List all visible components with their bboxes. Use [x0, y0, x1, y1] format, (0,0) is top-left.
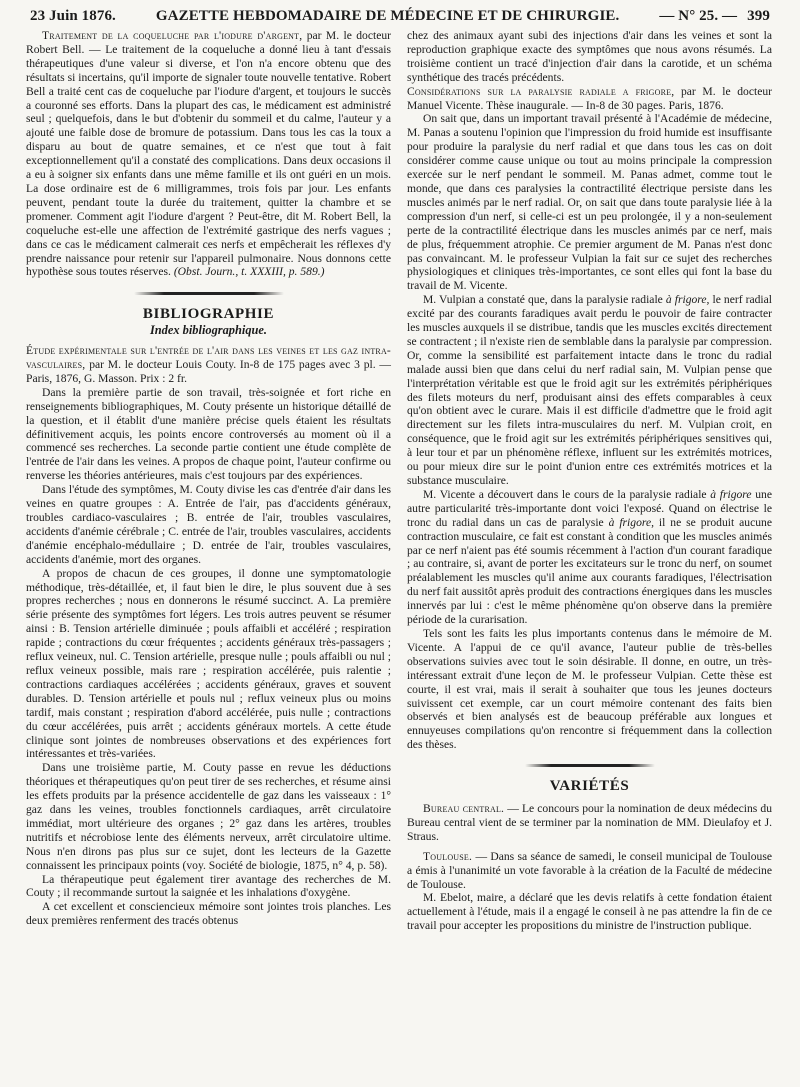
bureau-heading: Bureau central. — [423, 802, 505, 816]
vicente-p3-part-c: il ne se produit aucune contraction musculaire, ce fait est constant à condition que les muscles animés par ce nerf n'aient pas été soumis récemment à l'action d'un courant faradique ; au contraire, si, avant de porter les excitateurs sur le tronc du nerf, on soumet préalablement les muscles qu'il anime aux courants faradiques, l'électrisation du nerf fait aussitôt après produit des contractions énergiques dans les muscles innervés par lui : c'est le même phénomène qu'on observe dans la première période de la curarisation. — [407, 515, 772, 627]
bureau-item — [407, 802, 772, 844]
etude-continuation: chez des animaux ayant subi des injections d'air dans les veines et sont la reproduction graphique exacte des symptômes que nous avons résumés. La troisième contient un tracé d'injection d'air dans la carotide, et un schéma synthétique des tracés précédents. — [407, 29, 772, 84]
vicente-paragraph-3 — [407, 488, 772, 627]
header-date: 23 Juin 1876. — [30, 8, 116, 24]
header-issue-block — [659, 8, 770, 25]
separator-rule-2 — [525, 764, 655, 767]
vicente-p3-part-a: M. Vicente a découvert dans le cours de la paralysie radiale — [423, 487, 707, 501]
etude-paragraph-1: Dans la première partie de son travail, très-soignée et fort riche en renseignements bibliographiques, M. Couty présente un historique détaillé de la question, et il établit d'une manière précise quels étaient les résultats définitivement acquis, les points encore controversés au moment où il a commencé ses recherches. La seconde partie contient une étude complète de l'entrée de l'air dans les veines. A propos de chaque point, l'auteur confirme ou renverse les théories antérieures, mais c'est toujours par des expériences. — [26, 385, 391, 483]
etude-meta: par M. le docteur Louis Couty. In-8 de 175 pages avec 3 pl. — Paris, 1876, G. Masson. Prix : 2 fr. — [26, 358, 392, 385]
etude-paragraph-2: Dans l'étude des symptômes, M. Couty divise les cas d'entrée d'air dans les veines en quatre groupes : A. Entrée de l'air, pas d'accidents généraux, troubles cardiaco-vasculaires ; B. entrée de l'air, troubles vasculaires, accidents d'anémie cérébrale ; C. entrée de l'air, troubles vasculaires, accidents d'anémie encéphalo-médullaire ; D. entrée de l'air, troubles vasculaires, accidents d'anémie, mort des organes. — [26, 483, 391, 566]
vicente-p2-italic: à frigore, — [665, 293, 710, 307]
header-issue: — N° 25. — — [659, 8, 738, 24]
left-column — [26, 29, 391, 933]
header-title: GAZETTE HEBDOMADAIRE DE MÉDECINE ET DE CHIRURGIE. — [155, 8, 620, 24]
coqueluche-heading: Traitement de la coqueluche par l'iodure d'argent, — [42, 29, 303, 42]
right-column — [407, 29, 772, 933]
header-page-number: 399 — [747, 8, 770, 24]
vicente-paragraph-1: On sait que, dans un important travail présenté à l'Académie de médecine, M. Panas a soutenu l'opinion que l'impression du froid humide est insuffisante pour produire la paralysie du nerf radial et que dans tous les cas on doit considérer comme cause unique ou tout au moins principale la compression exercée sur le nerf pendant le sommeil. M. Panas admet, comme tout le monde, que dans ces paralysies la contractilité électrique persiste dans les muscles animés par le nerf radial. Or, on sait que dans toute paralysie liée à la compression d'un nerf, si celle-ci est un peu prolongée, il y a non-seulement perte de la contractilité électrique dans les muscles animés par ce nerf, mais de plus, fréquemment atrophie. Ce premier argument de M. Panas n'est donc pas convaincant. M. le professeur Vulpian la fait sur ce sujet des recherches physiologiques et cliniques très-importantes, ce sont elles qui font la base du travail de M. Vicente. — [407, 112, 772, 293]
ebelot-paragraph: M. Ebelot, maire, a déclaré que les devis relatifs à cette fondation étaient actuellement à l'étude, mais il a engagé le conseil à ne pas attendre la fin de ce travail pour accepter les propositions du ministre de l'instruction publique. — [407, 891, 772, 933]
vicente-paragraph-2 — [407, 293, 772, 488]
toulouse-heading: Toulouse. — [423, 849, 473, 863]
toulouse-text: — Dans sa séance de samedi, le conseil municipal de Toulouse a émis à l'unanimité un vote favorable à la création de la Faculté de médecine de Toulouse. — [407, 849, 772, 891]
etude-paragraph-4: Dans une troisième partie, M. Couty passe en revue les déductions théoriques et thérapeutiques qu'on peut tirer de ses recherches, et résume ainsi les effets produits par la présence accidentelle de gaz dans les vaisseaux : 1° gaz dans les veines, troubles fonctionnels cardiaques, arrêt circulatoire immédiat, mort ultérieure des organes ; 2° gaz dans les artères, troubles nutritifs et nécrobiose lente des éléments nerveux, arrêt circulatoire ultime. Nous n'en dirons pas plus sur ce sujet, dont les lecteurs de la Gazette connaissent les principaux points (voy. Société de biologie, 1875, n° 4, p. 58). — [26, 761, 391, 872]
bibliographie-title: BIBLIOGRAPHIE — [142, 306, 275, 323]
vicente-paragraph-4: Tels sont les faits les plus importants contenus dans le mémoire de M. Vicente. A l'appui de ce qu'il avance, l'auteur publie de très-belles observations suivies avec tout le soin désirable. Il donne, en outre, un très-intéressant extrait d'une leçon de M. le professeur Vulpian. Cette thèse est courte, il est vrai, mais il serait à souhaiter que tous les jeunes docteurs suivissent cet exemple, car un court mémoire contenant des faits bien observés et bien analysés est de beaucoup préférable aux longues et ennuyeuses compilations qu'on rencontre si fréquemment dans la collection des thèses. — [407, 626, 772, 752]
etude-paragraph-5: La thérapeutique peut également tirer avantage des recherches de M. Couty ; il recommande surtout la saignée et les inhalations d'oxygène. — [26, 872, 391, 900]
vicente-title: Considérations sur la paralysie radiale a frigore, — [407, 84, 675, 98]
vicente-meta: par M. le docteur Manuel Vicente. Thèse inaugurale. — In-8 de 30 pages. Paris, 1876. — [407, 84, 772, 112]
etude-paragraph-6: A cet excellent et consciencieux mémoire sont jointes trois planches. Les deux premières renferment des tracés obtenus — [26, 900, 391, 928]
etude-paragraph-3: A propos de chacun de ces groupes, il donne une symptomatologie méthodique, très-détaillée, et, il faut bien le dire, le plus souvent due à ses propres recherches ; nous en donnerons le résumé succinct. A. La première série présente des symptômes fort légers. Les trois autres peuvent se résumer ainsi : B. Tension artérielle diminuée ; pouls affaibli et accéléré ; respiration rapide ; contractions du cœur fréquentes ; accidents généraux très-passagers ; reflux veineux, nul. C. Tension artérielle, presque nulle ; pouls affaibli ou nul ; reflux veineux possible, mais rare ; respiration accélérée, puis ralentie ; contractions cardiaques accélérées ; accidents généraux, graves et souvent durables. D. Tension artérielle et pouls nul ; reflux veineux plus ou moins tardif, mais constant ; respiration d'abord accélérée, puis nulle ; contractions du cœur accélérées, puis arrêt ; accidents généraux mortels. A cette étude clinique sont jointes de nombreuses observations et des expériences fort intéressantes et très-variées. — [26, 566, 391, 761]
etude-title: Étude expérimentale sur l'entrée de l'air dans les veines et les gaz intra-vasculaires, — [26, 344, 391, 372]
vicente-p2-part-a: M. Vulpian a constaté que, dans la paralysie radiale — [423, 293, 663, 307]
separator-rule — [134, 292, 284, 295]
vicente-p3-italic-2: à frigore, — [608, 515, 654, 529]
index-subtitle: Index bibliographique. — [149, 323, 268, 338]
coqueluche-reference: (Obst. Journ., t. XXXIII, p. 589.) — [173, 265, 325, 279]
columns — [26, 29, 774, 933]
running-header — [26, 6, 774, 29]
vicente-p3-part-b: une autre particularité très-importante dont voici l'exposé. Quand on électrise le tronc du radial dans un cas de paralysie — [407, 487, 772, 529]
coqueluche-article — [26, 29, 391, 279]
bureau-text: — Le concours pour la nomination de deux médecins du Bureau central vient de se terminer par la nomination de MM. Dieulafoy et J. Straus. — [407, 802, 772, 843]
vicente-p2-part-b: le nerf radial excité par des courants faradiques avait perdu le pouvoir de faire contracter les muscles auxquels il se distribue, tandis que les muscles excités directement se contractent ; il n'existe rien de semblable dans la paralysie par compression. Or, comme la sensibilité est parfaitement intacte dans le tronc du radial malade aussi bien que dans celui du nerf radial sain, M. Vulpian pense que l'interprétation véritable est que le froid agit sur les extrémités périphériques des filets moteurs du nerf, produisant ainsi des effets comparables à ceux qu'on obtient avec le curare. Mais il est difficile d'admettre que le froid agit directement sur les filets intra-musculaires du nerf. M. Vulpian croit, en conséquence, que le froid agit sur les extrémités périphériques sensitives qui, à leur tour et par un phénomène réflexe, influent sur les extrémités motrices, ou pour mieux dire sur le point d'union entre ces extrémités motrices et la substance musculaire. — [407, 293, 773, 487]
varietes-title: VARIÉTÉS — [549, 778, 630, 795]
etude-entry-heading — [26, 344, 391, 386]
coqueluche-text: par M. le docteur Robert Bell. — Le traitement de la coqueluche a donné lieu à tant d'essais thérapeutiques d'une valeur si diverse, et l'on n'a encore obtenu que des résultats si incertains, qu'il importe de signaler toute nouvelle tentative. Robert Bell a traité cent cas de coqueluche par l'iodure d'argent, et toujours le succès a couronné ses efforts. Dans la plupart des cas, le médicament est administré seul ; quelquefois, dans le but d'obtenir du sommeil et du calme, l'auteur y a ajouté une faible dose de bromure de potassium. Dans tous les cas la toux a disparu au bout de quatre semaines, et ce n'est que tout à fait exceptionnellement qu'il a constaté des complications. Dans deux occasions il a eu à soigner six enfants dans une même famille et ils ont guéri en un mois. La dose ordinaire est de 6 milligrammes, trois fois par jour. Les enfants peuvent, pendant toute la durée du traitement, quitter la chambre et se promener. Comment agit l'iodure d'argent ? Peut-être, dit M. Robert Bell, la coqueluche est-elle une affection de l'extrémité gastrique des nerfs vagues ; dans ce cas le médicament calmerait ces nerfs et empêcherait les réflexes d'y prendre naissance pour retenir sur l'appareil pulmonaire. Nous donnons cette hypothèse sous toutes réserves. — [26, 29, 392, 279]
toulouse-item — [407, 850, 772, 892]
vicente-p3-italic: à frigore — [710, 487, 752, 501]
vicente-entry-heading — [407, 85, 772, 113]
